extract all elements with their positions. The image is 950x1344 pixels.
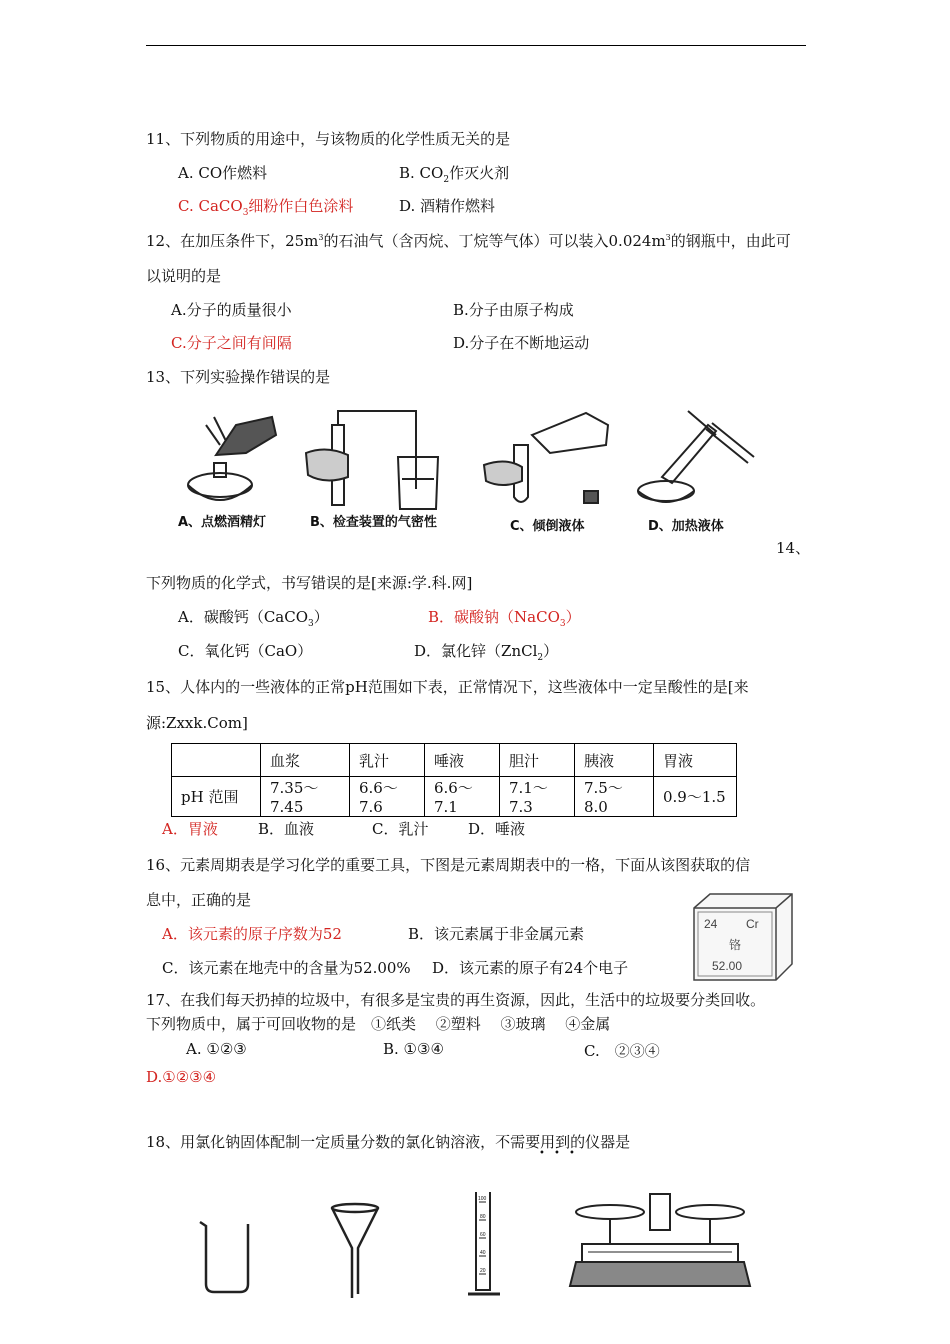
figure-label-b: B、检查装置的气密性 — [310, 515, 437, 530]
element-number: 24 — [704, 917, 718, 931]
table-cell — [172, 744, 261, 777]
cylinder-mark: 100 — [478, 1196, 487, 1202]
q16-option-b: B．该元素属于非金属元素 — [408, 925, 585, 943]
q14-option-a: A．碳酸钙（CaCO$_3$） — [178, 608, 329, 629]
q15-stem-line2: 源:Zxxk.Com] — [146, 714, 248, 732]
table-cell: 血浆 — [261, 744, 350, 777]
element-cell-figure — [690, 890, 798, 984]
q11-option-d: D. 酒精作燃料 — [399, 197, 496, 215]
q14-option-b: B．碳酸钠（NaCO$_3$） — [428, 608, 581, 629]
element-mass: 52.00 — [712, 959, 743, 973]
table-cell: 唾液 — [425, 744, 500, 777]
q17-option-b: B. ①③④ — [383, 1040, 444, 1058]
q12-stem: 12、在加压条件下，$25m^3$的石油气（含丙烷、丁烷等气体）可以装入$0.024m^3$的钢瓶中，由此可 — [146, 232, 791, 250]
table-cell: 胆汁 — [500, 744, 575, 777]
graduated-cylinder-figure — [468, 1192, 500, 1294]
airtightness-check-figure — [306, 411, 438, 509]
pouring-liquid-figure — [484, 413, 608, 503]
emphasis-dot: • — [554, 1148, 560, 1159]
q12-option-b: B.分子由原子构成 — [453, 301, 574, 319]
q12-option-d: D.分子在不断地运动 — [453, 334, 590, 352]
q14-option-c: C．氧化钙（CaO） — [178, 642, 313, 660]
emphasis-dot: • — [569, 1148, 575, 1159]
q15-option-c: C．乳汁 — [372, 820, 429, 838]
figure-label-a: A、点燃酒精灯 — [178, 515, 267, 530]
element-symbol: Cr — [746, 917, 759, 931]
cylinder-mark: 40 — [480, 1250, 486, 1256]
table-cell: 6.6～7.6 — [350, 777, 425, 817]
ph-table-row — [172, 777, 737, 817]
q16-stem: 16、元素周期表是学习化学的重要工具，下图是元素周期表中的一格，下面从该图获取的信 — [146, 856, 751, 874]
q18-apparatus-figures — [170, 1182, 780, 1304]
q17-option-d: D.①②③④ — [146, 1068, 217, 1086]
q16-stem-line2: 息中，正确的是 — [146, 891, 252, 909]
heating-liquid-figure — [638, 411, 754, 502]
table-cell: 乳汁 — [350, 744, 425, 777]
table-cell: 胰液 — [575, 744, 654, 777]
q15-stem: 15、人体内的一些液体的正常pH范围如下表，正常情况下，这些液体中一定呈酸性的是[来 — [146, 678, 749, 696]
table-cell: 胃液 — [654, 744, 737, 777]
emphasis-dot: • — [539, 1148, 545, 1159]
table-cell: 0.9～1.5 — [654, 777, 737, 817]
q14-option-d: D．氯化锌（ZnCl$_2$） — [414, 642, 559, 663]
table-cell: 7.1～7.3 — [500, 777, 575, 817]
q16-option-d: D．该元素的原子有24个电子 — [432, 959, 629, 977]
q11-stem: 11、下列物质的用途中，与该物质的化学性质无关的是 — [146, 130, 511, 148]
cylinder-mark: 60 — [480, 1232, 486, 1238]
q13-experiment-figures — [176, 405, 766, 517]
ph-table-header-row — [172, 744, 737, 777]
q18-stem: 18、用氯化钠固体配制一定质量分数的氯化钠溶液，不需要用到的仪器是 — [146, 1133, 631, 1151]
q12-option-a: A.分子的质量很小 — [171, 301, 292, 319]
q11-option-a: A. CO作燃料 — [178, 164, 268, 182]
q15-option-a: A．胃液 — [162, 820, 218, 838]
balance-figure — [570, 1194, 750, 1286]
figure-label-d: D、加热液体 — [648, 519, 724, 534]
beaker-figure — [200, 1222, 248, 1292]
table-cell: 7.35～7.45 — [261, 777, 350, 817]
q15-option-d: D．唾液 — [468, 820, 526, 838]
q14-stem: 下列物质的化学式，书写错误的是[来源:学.科.网] — [146, 574, 473, 592]
q12-option-c: C.分子之间有间隔 — [171, 334, 292, 352]
header-rule — [146, 45, 806, 46]
q16-option-c: C．该元素在地壳中的含量为52.00% — [162, 959, 411, 977]
element-name: 铬 — [729, 938, 742, 952]
funnel-figure — [332, 1204, 378, 1298]
ph-table — [171, 743, 737, 817]
q17-stem-line2: 下列物质中，属于可回收物的是 ①纸类 ②塑料 ③玻璃 ④金属 — [146, 1015, 611, 1033]
q14-number: 14、 — [776, 539, 811, 557]
table-cell: pH 范围 — [172, 777, 261, 817]
q17-option-a: A. ①②③ — [186, 1040, 247, 1058]
alcohol-lamp-lighting-figure — [188, 417, 276, 500]
cylinder-mark: 20 — [480, 1268, 486, 1274]
table-cell: 7.5～8.0 — [575, 777, 654, 817]
q16-option-a: A．该元素的原子序数为52 — [162, 925, 342, 943]
q12-stem-line2: 以说明的是 — [146, 267, 222, 285]
q11-option-c: C. CaCO$_3$细粉作白色涂料 — [178, 197, 354, 218]
q17-stem: 17、在我们每天扔掉的垃圾中，有很多是宝贵的再生资源，因此，生活中的垃圾要分类回收。 — [146, 991, 766, 1009]
q11-option-b: B. $CO_2$作灭火剂 — [399, 164, 510, 185]
figure-label-c: C、倾倒液体 — [510, 519, 585, 534]
table-cell: 6.6～7.1 — [425, 777, 500, 817]
cylinder-mark: 80 — [480, 1214, 486, 1220]
q13-stem: 13、下列实验操作错误的是 — [146, 368, 331, 386]
q15-option-b: B．血液 — [258, 820, 315, 838]
q17-option-c: C. ②③④ — [584, 1042, 660, 1060]
